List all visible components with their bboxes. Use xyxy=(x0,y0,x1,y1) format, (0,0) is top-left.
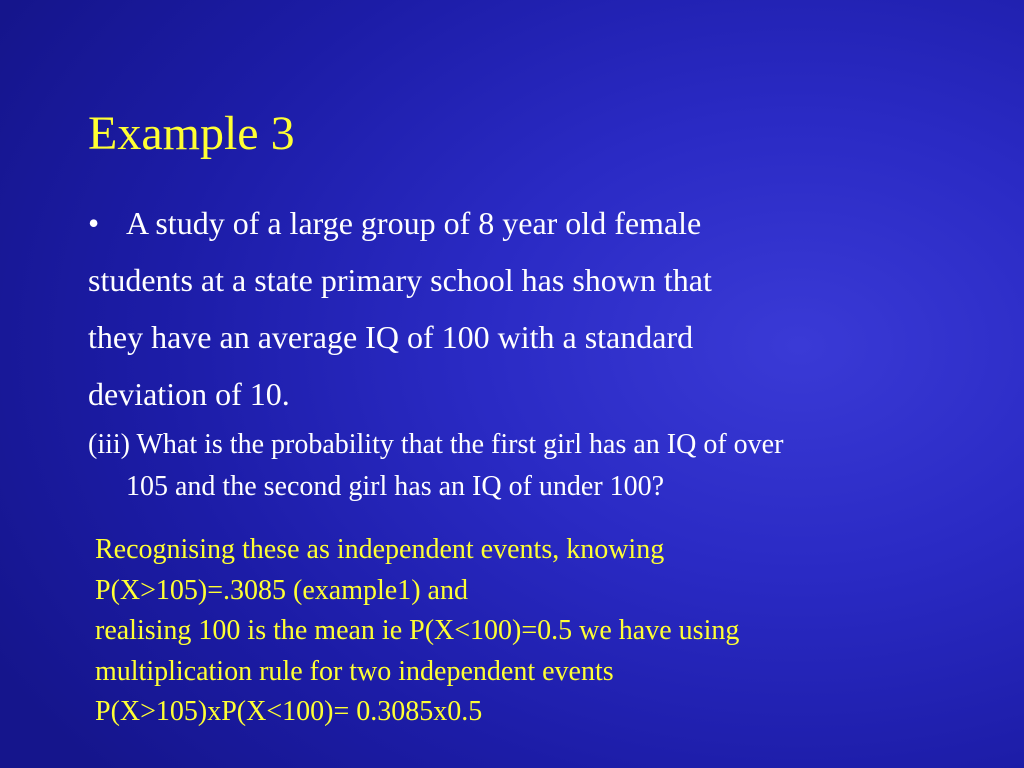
answer-line-4: multiplication rule for two independent events xyxy=(95,655,614,687)
bullet-line-2: students at a state primary school has shown that xyxy=(88,262,712,298)
bullet-line-4: deviation of 10. xyxy=(88,376,290,412)
answer-block xyxy=(95,530,975,733)
answer-line-2: P(X>105)=.3085 (example1) and xyxy=(95,574,468,606)
slide-title: Example 3 xyxy=(88,107,295,160)
bullet-line-3: they have an average IQ of 100 with a standard xyxy=(88,319,694,355)
answer-line-5: P(X>105)xP(X<100)= 0.3085x0.5 xyxy=(95,696,483,727)
answer-line-3: realising 100 is the mean ie P(X<100)=0.5 we have using xyxy=(95,615,740,646)
sub-question xyxy=(88,424,968,508)
sub-question-line-1: (iii) What is the probability that the first girl has an IQ of over xyxy=(88,429,784,460)
bullet-text-1: A study of a large group of 8 year old female xyxy=(126,205,702,241)
bullet-line-1 xyxy=(88,195,948,252)
answer-line-1: Recognising these as independent events, knowing xyxy=(95,534,665,565)
bullet-paragraph xyxy=(88,195,948,423)
sub-question-line-2: 105 and the second girl has an IQ of under 100? xyxy=(126,471,665,502)
bullet-marker: • xyxy=(88,205,100,241)
